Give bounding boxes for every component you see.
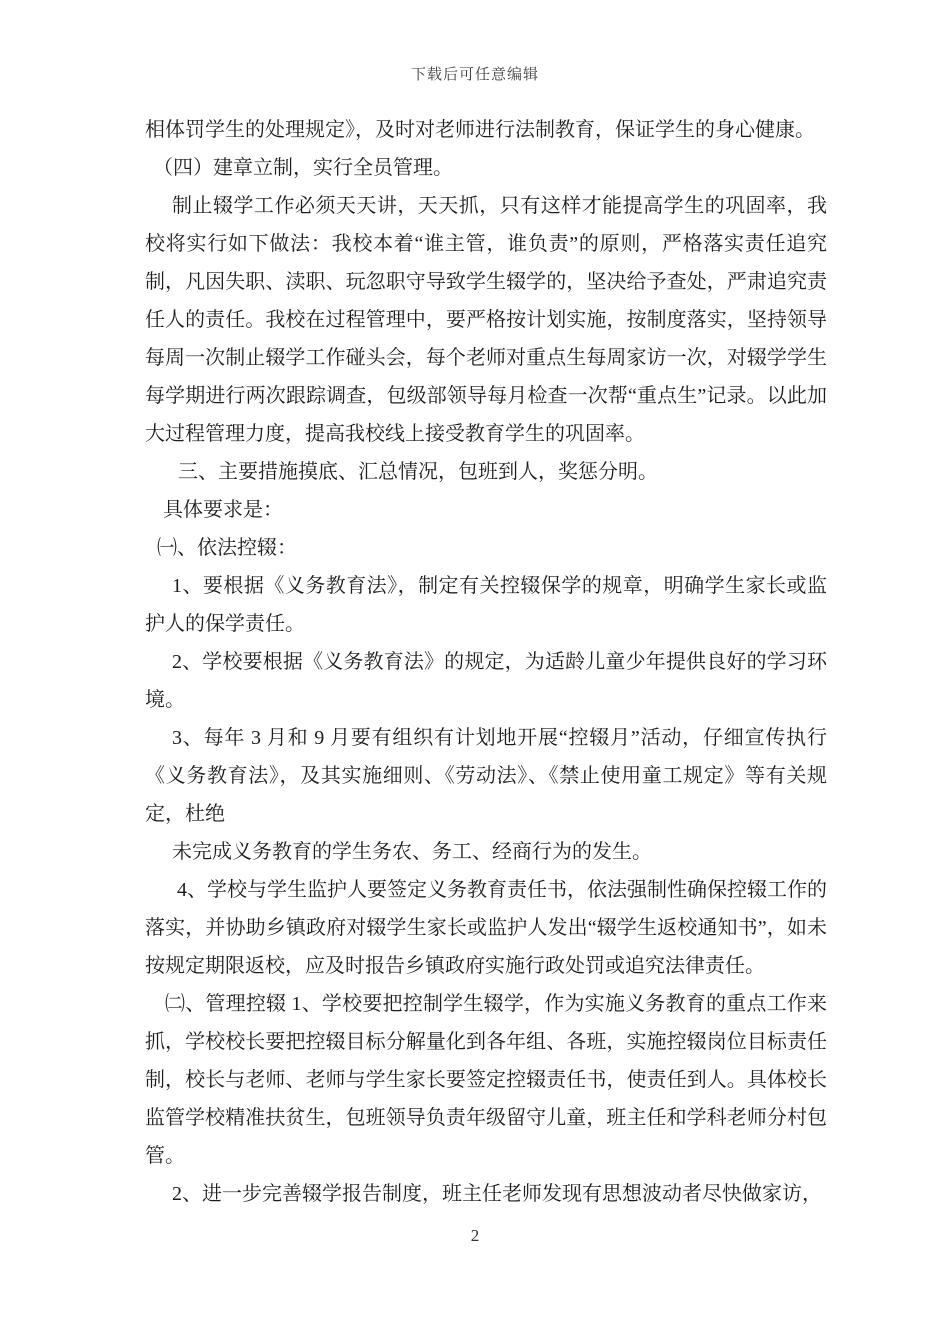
paragraph: ㈡、管理控辍 1、学校要把控制学生辍学，作为实施义务教育的重点工作来抓，学校校长要把控辍目标分解量化到各年组、各班，实施控辍岗位目标责任制，校长与老师、老师与学生家长要签定控辍责任书，使责任到人。具体校长监管学校精准扶贫生，包班领导负责年级留守儿童，班主任和学科老师分村包管。 bbox=[145, 993, 827, 1167]
paragraph: 三、主要措施摸底、汇总情况，包班到人，奖惩分明。 bbox=[178, 461, 658, 483]
paragraph: 2、学校要根据《义务教育法》的规定，为适龄儿童少年提供良好的学习环境。 bbox=[145, 651, 827, 711]
header-note: 下载后可任意编辑 bbox=[410, 67, 539, 83]
paragraph: ㈠、依法控辍： bbox=[157, 537, 297, 559]
paragraph: 1、要根据《义务教育法》，制定有关控辍保学的规章，明确学生家长或监护人的保学责任。 bbox=[145, 575, 827, 635]
document-body bbox=[145, 111, 827, 1213]
paragraph: 2、进一步完善辍学报告制度，班主任老师发现有思想波动者尽快做家访， bbox=[172, 1183, 822, 1205]
page-number: 2 bbox=[470, 1226, 480, 1245]
paragraph: （四）建章立制，实行全员管理。 bbox=[153, 157, 453, 179]
paragraph: 3、每年 3 月和 9 月要有组织有计划地开展“控辍月”活动，仔细宣传执行《义务教育法》，及其实施细则、《劳动法》、《禁止使用童工规定》等有关规定，杜绝 bbox=[145, 727, 827, 825]
paragraph: 未完成义务教育的学生务农、务工、经商行为的发生。 bbox=[172, 841, 652, 863]
paragraph: 具体要求是： bbox=[163, 499, 283, 521]
paragraph: 4、学校与学生监护人要签定义务教育责任书，依法强制性确保控辍工作的落实，并协助乡镇政府对辍学生家长或监护人发出“辍学生返校通知书”，如未按规定期限返校，应及时报告乡镇政府实施行政处罚或追究法律责任。 bbox=[145, 879, 827, 977]
paragraph: 相体罚学生的处理规定》，及时对老师进行法制教育，保证学生的身心健康。 bbox=[145, 119, 815, 141]
paragraph: 制止辍学工作必须天天讲，天天抓，只有这样才能提高学生的巩固率，我校将实行如下做法：我校本着“谁主管，谁负责”的原则，严格落实责任追究制，凡因失职、渎职、玩忽职守导致学生辍学的，坚决给予查处，严肃追究责任人的责任。我校在过程管理中，要严格按计划实施，按制度落实，坚持领导每周一次制止辍学工作碰头会，每个老师对重点生每周家访一次，对辍学学生每学期进行两次跟踪调查，包级部领导每月检查一次帮“重点生”记录。以此加大过程管理力度，提高我校线上接受教育学生的巩固率。 bbox=[145, 195, 827, 445]
